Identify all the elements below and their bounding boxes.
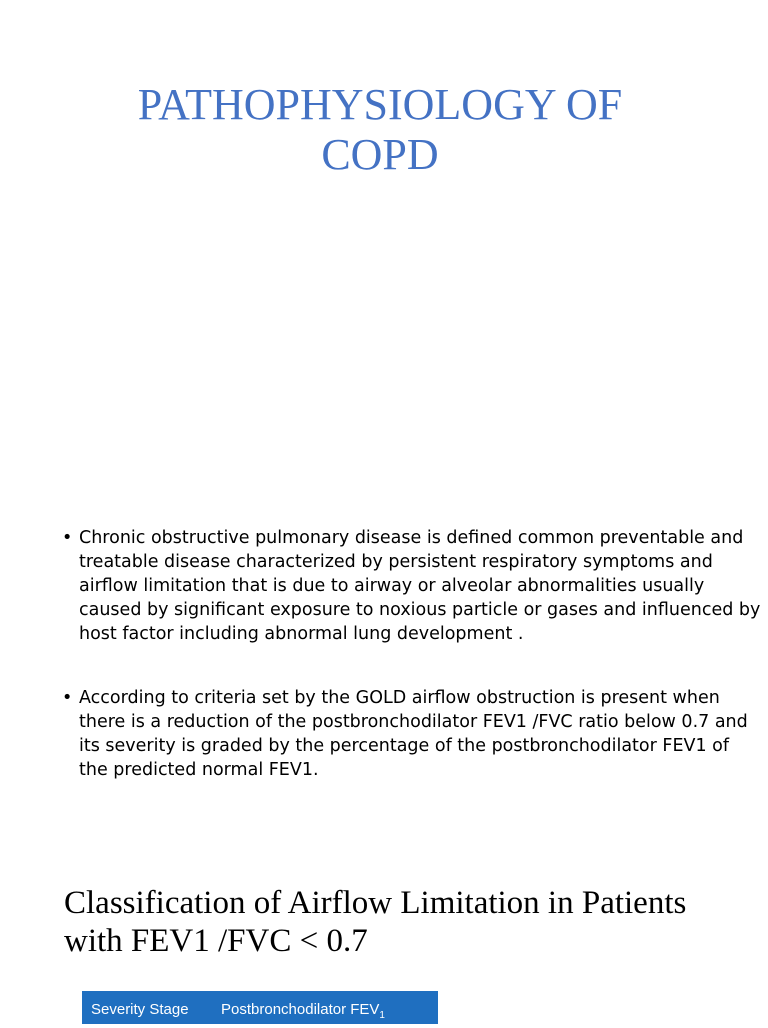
column-header-postbronchodilator-fev1 <box>221 993 385 1028</box>
section-heading-line-2: with FEV1 /FVC < 0.7 <box>64 923 368 959</box>
slide-title-line-2: COPD <box>321 130 439 179</box>
slide-title-line-1: PATHOPHYSIOLOGY OF <box>137 80 623 129</box>
bullet-marker: • <box>62 528 73 548</box>
slide-title <box>0 80 760 180</box>
bullet-list <box>62 526 762 782</box>
section-heading <box>64 884 764 960</box>
bullet-item-definition <box>62 526 762 646</box>
column-header-text: Postbronchodilator FEV <box>221 1001 380 1018</box>
severity-table-header <box>82 991 438 1024</box>
column-header-subscript: 1 <box>379 1010 385 1021</box>
bullet-marker: • <box>62 688 73 708</box>
section-heading-line-1: Classification of Airflow Limitation in Patients <box>64 885 687 921</box>
column-header-severity-stage: Severity Stage <box>91 1001 189 1018</box>
bullet-text: Chronic obstructive pulmonary disease is defined common preventable and treatable disease characterized by persistent respiratory symptoms and airflow limitation that is due to airway or alveolar abnormalities usually caused by significant exposure to noxious particle or gases and influenced by host factor including abnormal lung development . <box>79 528 761 644</box>
bullet-item-gold-criteria <box>62 686 762 782</box>
bullet-text: According to criteria set by the GOLD airflow obstruction is present when there is a reduction of the postbronchodilator FEV1 /FVC ratio below 0.7 and its severity is graded by the percentage of the postbronchodilator FEV1 of the predicted normal FEV1. <box>79 688 748 780</box>
